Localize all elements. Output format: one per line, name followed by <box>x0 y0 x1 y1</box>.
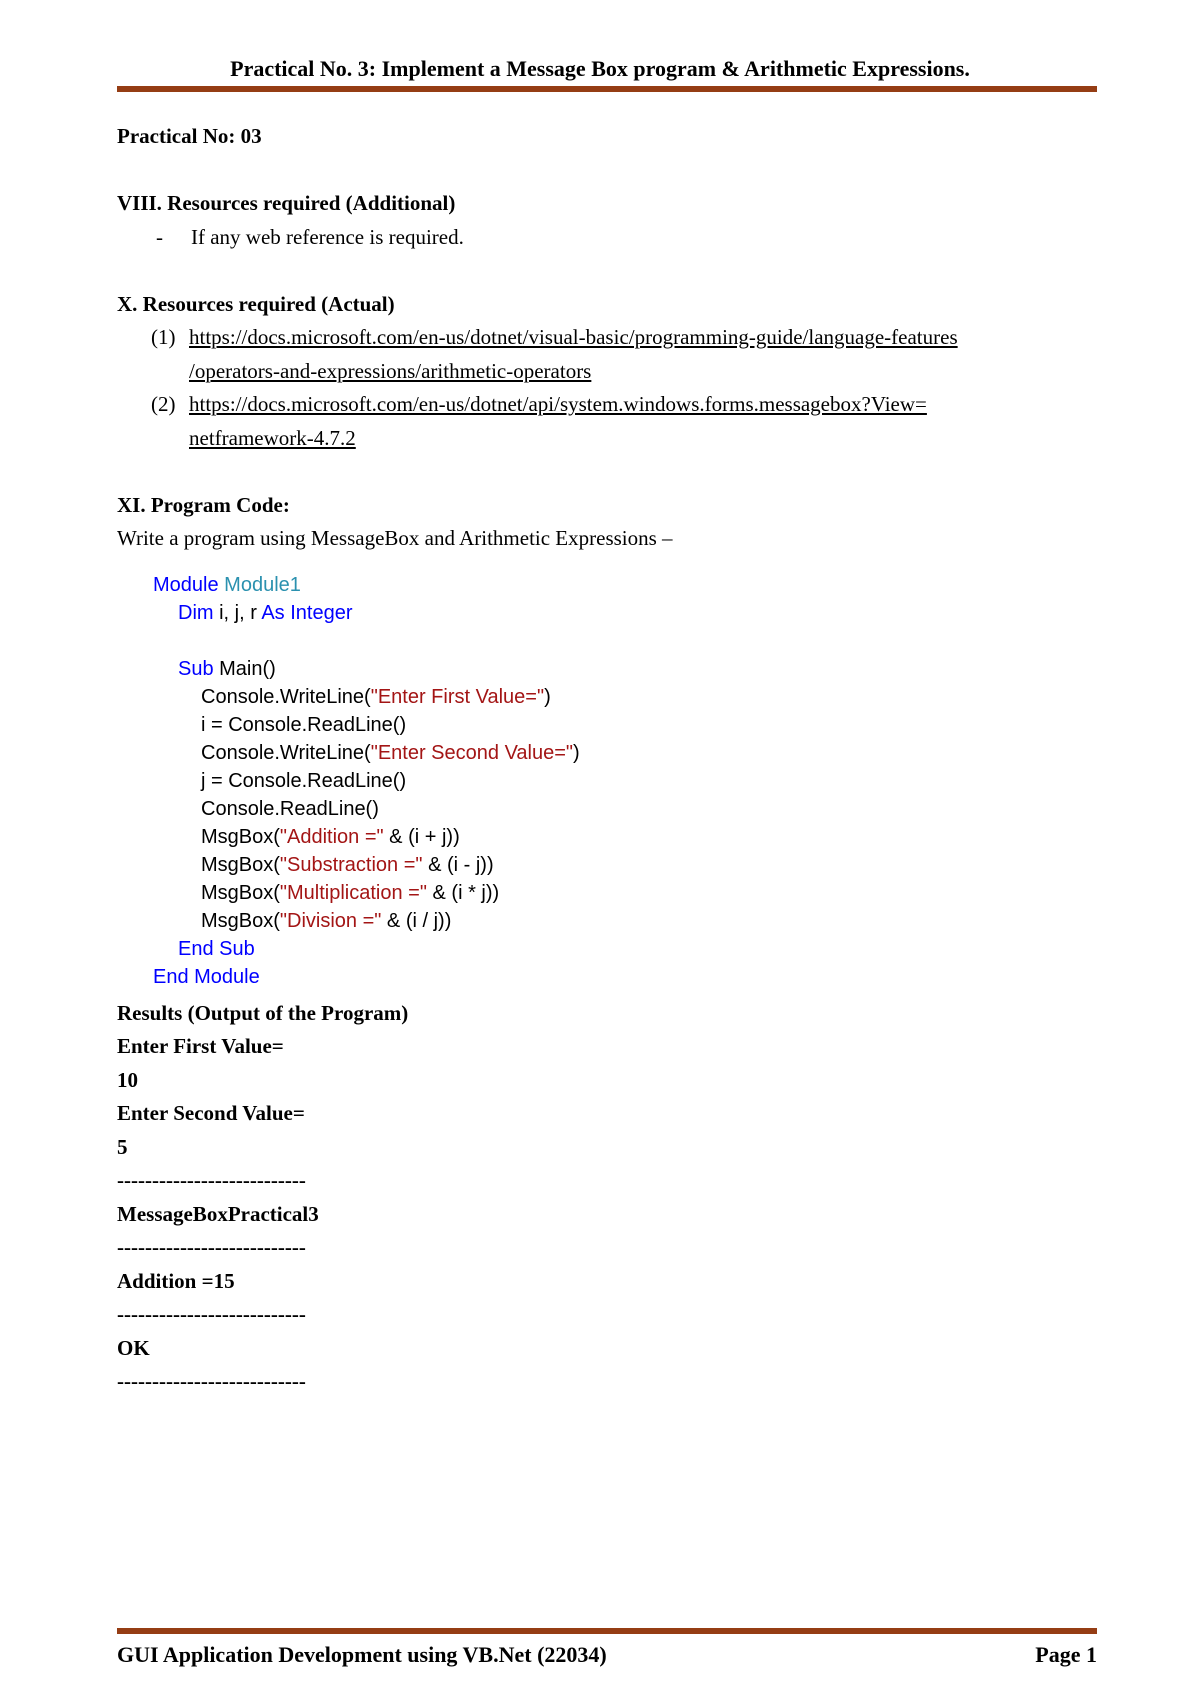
section-xi-intro: Write a program using MessageBox and Arithmetic Expressions – <box>117 526 673 550</box>
code-line <box>117 739 1097 767</box>
code-string: "Division =" <box>279 909 382 932</box>
footer-rule <box>117 1628 1097 1634</box>
bullet-text: If any web reference is required. <box>191 224 464 249</box>
code-text: Console.ReadLine() <box>201 797 379 820</box>
code-keyword: Sub <box>178 657 214 680</box>
reference-number: (1) <box>151 325 176 349</box>
footer-course-title: GUI Application Development using VB.Net (22034) <box>117 1642 607 1667</box>
code-type: Module1 <box>218 573 301 596</box>
code-keyword: End Module <box>153 965 260 988</box>
bullet-dash: - <box>156 224 163 249</box>
list-item <box>117 221 1097 255</box>
code-string: "Addition =" <box>279 825 384 848</box>
spacer <box>117 455 1097 489</box>
spacer <box>117 254 1097 288</box>
code-text: ) <box>573 741 580 764</box>
code-string: "Enter First Value=" <box>370 685 545 708</box>
results-line: 10 <box>117 1067 138 1092</box>
code-text: Console.WriteLine( <box>201 685 371 708</box>
code-text: i = Console.ReadLine() <box>201 713 407 736</box>
code-line <box>117 907 1097 935</box>
results-block <box>117 997 1097 1399</box>
reference-link-line[interactable]: https://docs.microsoft.com/en-us/dotnet/visual-basic/programming-guide/language-features <box>189 325 958 349</box>
section-viii-heading: VIII. Resources required (Additional) <box>117 191 456 215</box>
code-line <box>117 767 1097 795</box>
code-line <box>117 795 1097 823</box>
results-line: 5 <box>117 1134 128 1159</box>
code-keyword: Dim <box>178 601 214 624</box>
results-divider: --------------------------- <box>117 1168 306 1192</box>
code-text: MsgBox( <box>201 881 280 904</box>
code-line <box>117 571 1097 599</box>
results-divider: --------------------------- <box>117 1369 306 1393</box>
spacer <box>117 154 1097 188</box>
code-text: Console.WriteLine( <box>201 741 371 764</box>
code-line <box>117 655 1097 683</box>
code-text: & (i / j)) <box>381 909 452 932</box>
code-keyword: Module <box>153 573 219 596</box>
reference-number: (2) <box>151 392 176 416</box>
page-number: Page 1 <box>1035 1642 1097 1667</box>
results-line: Addition =15 <box>117 1268 235 1293</box>
document-body <box>117 120 1097 1399</box>
code-keyword: End Sub <box>178 937 255 960</box>
code-string: "Substraction =" <box>279 853 423 876</box>
section-x-heading: X. Resources required (Actual) <box>117 291 395 316</box>
code-text: & (i * j)) <box>426 881 500 904</box>
code-string: "Multiplication =" <box>279 881 427 904</box>
results-line: MessageBoxPractical3 <box>117 1201 319 1226</box>
page-header-title: Practical No. 3: Implement a Message Box program & Arithmetic Expressions. <box>230 56 970 81</box>
code-text: & (i + j)) <box>383 825 460 848</box>
results-divider: --------------------------- <box>117 1302 306 1326</box>
code-text: i, j, r <box>213 601 262 624</box>
results-heading: Results (Output of the Program) <box>117 1000 409 1025</box>
reference-link-line[interactable]: netframework-4.7.2 <box>189 425 356 450</box>
code-text: MsgBox( <box>201 853 280 876</box>
code-line <box>117 879 1097 907</box>
reference-item-1 <box>117 321 1097 388</box>
section-xi-heading: XI. Program Code: <box>117 492 290 517</box>
results-line: Enter Second Value= <box>117 1101 305 1125</box>
code-line <box>117 683 1097 711</box>
code-line <box>117 711 1097 739</box>
code-text: & (i - j)) <box>422 853 494 876</box>
code-line <box>117 935 1097 963</box>
reference-link-line[interactable]: /operators-and-expressions/arithmetic-operators <box>189 358 592 383</box>
code-text: Main() <box>213 657 276 680</box>
code-line <box>117 823 1097 851</box>
code-text: MsgBox( <box>201 825 280 848</box>
code-line <box>117 599 1097 627</box>
reference-link-line[interactable]: https://docs.microsoft.com/en-us/dotnet/api/system.windows.forms.messagebox?View= <box>189 392 927 416</box>
header-rule <box>117 86 1097 92</box>
code-line <box>117 851 1097 879</box>
results-line: OK <box>117 1335 150 1360</box>
practical-number: Practical No: 03 <box>117 124 262 148</box>
code-blank-line <box>117 627 1097 655</box>
code-text: MsgBox( <box>201 909 280 932</box>
code-line <box>117 963 1097 991</box>
code-block <box>117 571 1097 991</box>
code-string: "Enter Second Value=" <box>370 741 574 764</box>
code-text: j = Console.ReadLine() <box>201 769 407 792</box>
results-line: Enter First Value= <box>117 1034 284 1058</box>
results-divider: --------------------------- <box>117 1235 306 1259</box>
reference-item-2 <box>117 388 1097 455</box>
code-text: ) <box>544 685 551 708</box>
code-keyword: As Integer <box>261 601 353 624</box>
